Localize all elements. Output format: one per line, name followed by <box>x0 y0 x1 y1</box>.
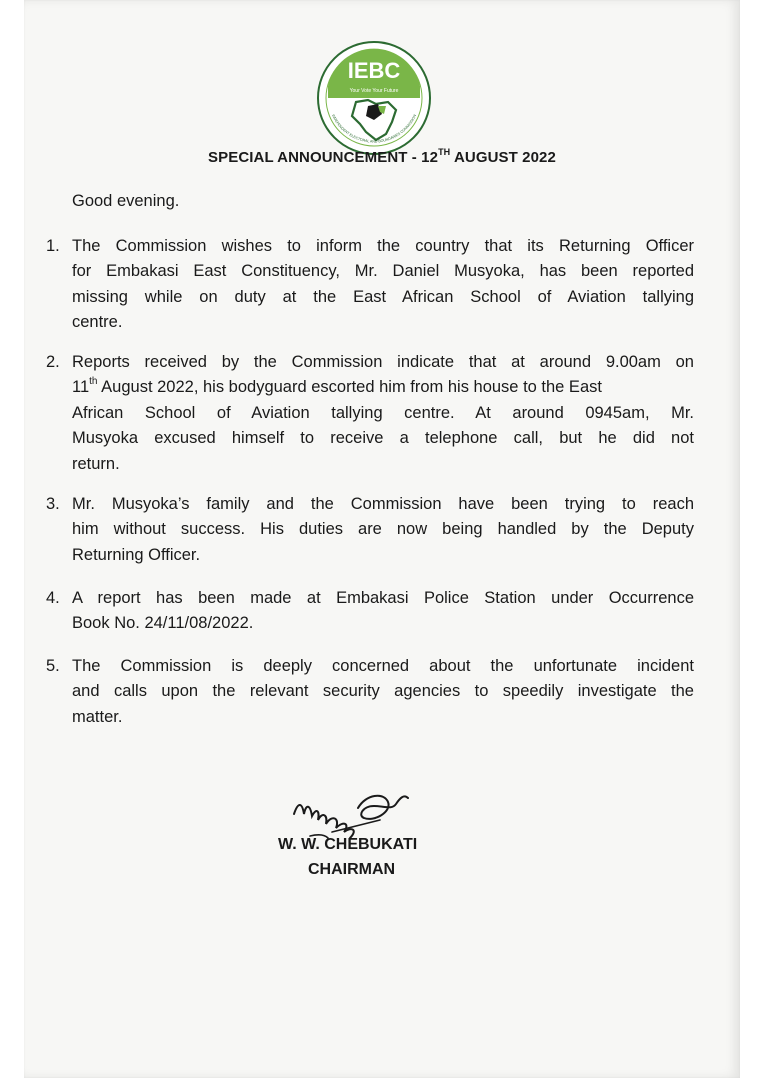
item-number: 5. <box>46 657 60 675</box>
item-number: 2. <box>46 353 60 371</box>
greeting: Good evening. <box>72 192 180 210</box>
item-number: 3. <box>46 495 60 513</box>
iebc-logo <box>316 40 432 156</box>
list-item: 3. Mr. Musyoka’s family and the Commission have been trying to reach him without success. His duties are now being handled by the Deputy Returning Officer. <box>72 492 694 568</box>
item-number: 4. <box>46 589 60 607</box>
document-page <box>24 0 740 1078</box>
list-item: 5. The Commission is deeply concerned about the unfortunate incident and calls upon the relevant security agencies to speedily investigate the matter. <box>72 654 694 730</box>
signatory-name: W. W. CHEBUKATI <box>278 836 418 853</box>
announcement-title: SPECIAL ANNOUNCEMENT - 12TH AUGUST 2022 <box>208 147 556 166</box>
list-item: 4. A report has been made at Embakasi Police Station under Occurrence Book No. 24/11/08/2022. <box>72 586 694 637</box>
logo-tagline: Your Vote Your Future <box>349 88 399 94</box>
logo-text: IEBC <box>347 58 401 83</box>
item-number: 1. <box>46 237 60 255</box>
list-item: 2. Reports received by the Commission indicate that at around 9.00am on 11 th August 2022, his bodyguard escorted him from his house to the East African School of Aviation tallying centre. At around 0945am, Mr. Musyoka excused himself to receive a telephone call, but he did not return. <box>72 350 694 477</box>
signatory-title: CHAIRMAN <box>308 861 396 878</box>
logo-ring-text: INDEPENDENT ELECTORAL AND BOUNDARIES COMMISSION <box>331 113 417 144</box>
list-item: 1. The Commission wishes to inform the country that its Returning Officer for Embakasi East Constituency, Mr. Daniel Musyoka, has been reported missing while on duty at the East African School of Aviation tallying centre. <box>72 234 694 336</box>
